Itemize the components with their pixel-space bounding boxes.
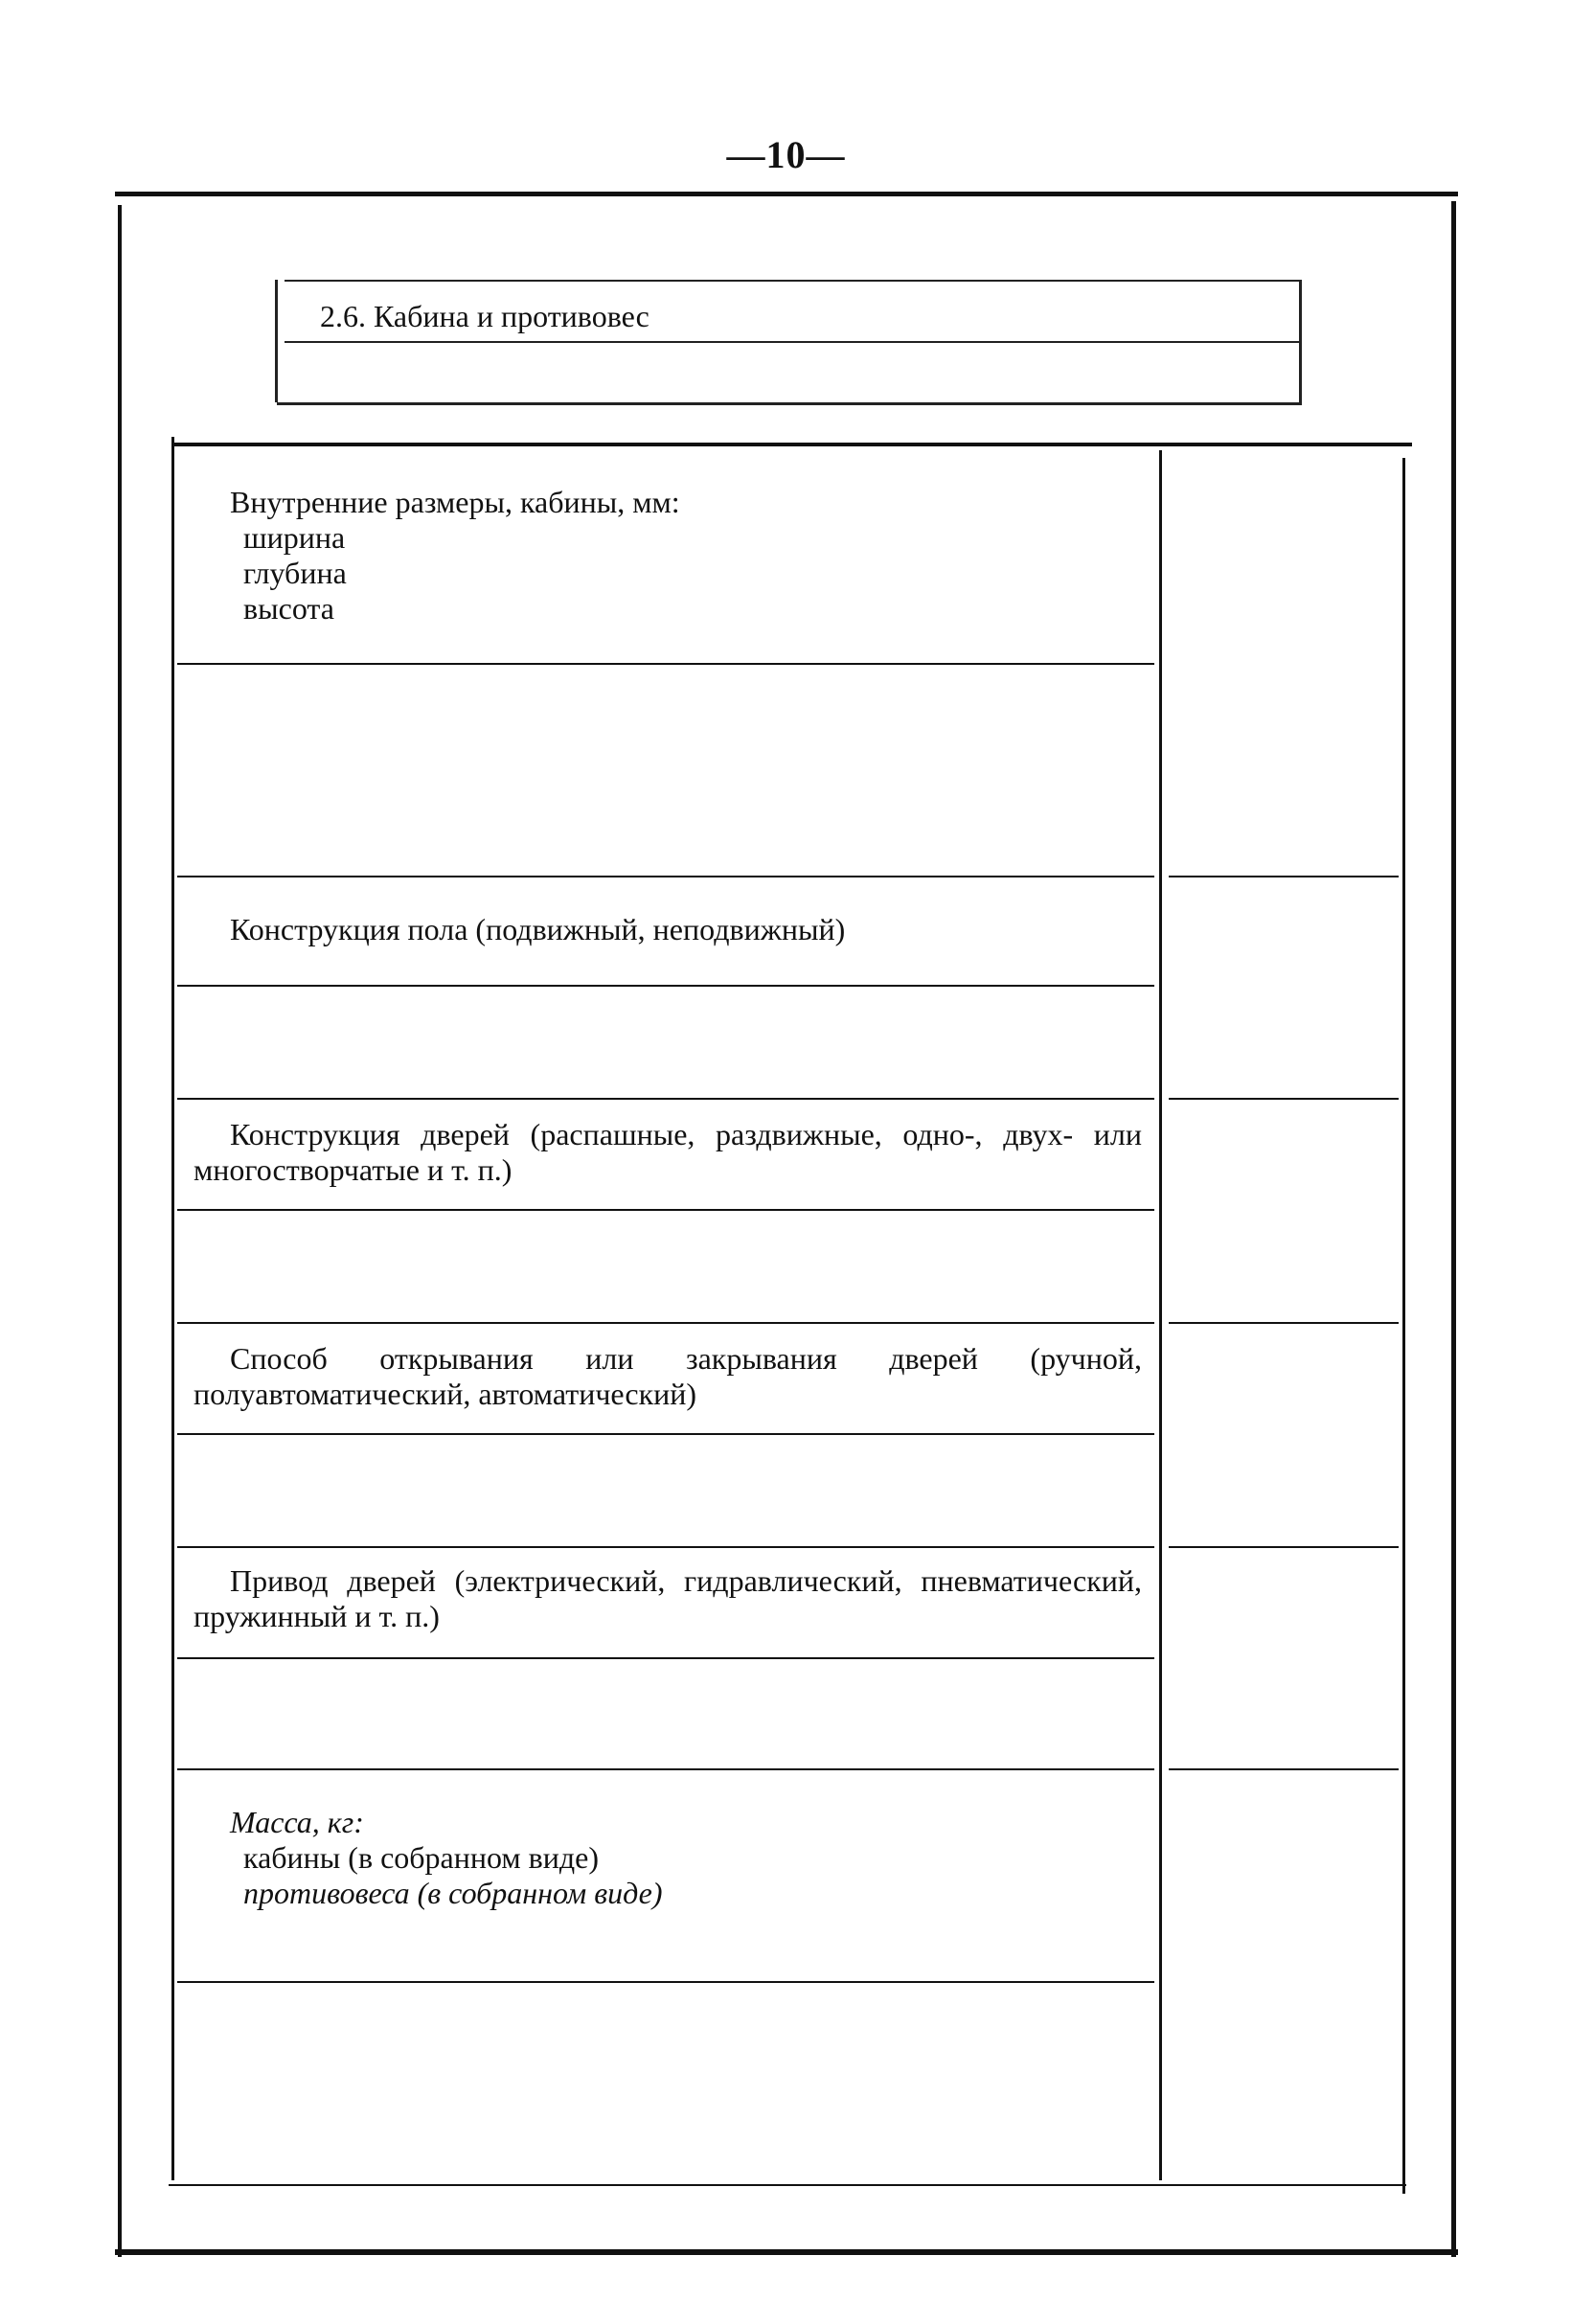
row-door-construction	[194, 1117, 1142, 1188]
header-box-top	[285, 280, 1302, 282]
row-rule	[177, 1546, 1154, 1548]
value-column-rule	[1169, 1098, 1399, 1100]
row-sub-item: противовеса (в собранном виде)	[243, 1876, 663, 1910]
row-label: Конструкция дверей (распашные, раздвижные, одно-, двух- или многостворчатые и т. п.)	[194, 1117, 1142, 1187]
table-right-border	[1402, 458, 1405, 2194]
answer-field[interactable]	[177, 1661, 1154, 1766]
row-sub-item: ширина	[243, 520, 346, 555]
frame-top-border	[115, 192, 1458, 196]
row-rule	[177, 1098, 1154, 1100]
header-box-bottom	[277, 402, 1302, 405]
row-rule	[177, 663, 1154, 665]
row-label: Внутренние размеры, кабины, мм:	[230, 485, 680, 519]
answer-field[interactable]	[177, 1213, 1154, 1320]
row-rule	[177, 1209, 1154, 1211]
row-rule	[177, 1768, 1154, 1770]
row-sub-item: высота	[243, 591, 334, 626]
value-column-rule	[1169, 1322, 1399, 1324]
answer-field[interactable]	[177, 1437, 1154, 1544]
value-cell[interactable]	[1165, 452, 1399, 874]
frame-right-border	[1451, 201, 1456, 2257]
row-rule	[177, 985, 1154, 987]
value-cell[interactable]	[1165, 1772, 1399, 2180]
row-rule	[177, 1981, 1154, 1983]
header-box-left	[275, 280, 278, 402]
frame-left-border	[118, 205, 122, 2257]
row-label: Привод дверей (электрический, гидравлический, пневматический, пружинный и т. п.)	[194, 1563, 1142, 1633]
row-rule	[177, 1322, 1154, 1324]
table-column-divider	[1159, 450, 1162, 2180]
row-floor-construction	[194, 912, 1142, 947]
row-sub-item: глубина	[243, 556, 347, 590]
row-cabin-dimensions	[194, 485, 1142, 627]
row-door-opening-method	[194, 1341, 1142, 1412]
row-rule	[177, 1433, 1154, 1435]
header-box-right	[1299, 280, 1302, 402]
table-top-border	[174, 443, 1412, 446]
row-mass	[194, 1805, 1142, 1911]
value-column-rule	[1169, 876, 1399, 877]
row-door-drive	[194, 1563, 1142, 1634]
header-blank-field[interactable]	[285, 345, 1296, 400]
value-cell[interactable]	[1165, 1102, 1399, 1320]
answer-field[interactable]	[177, 667, 1154, 876]
value-cell[interactable]	[1165, 879, 1399, 1096]
value-column-rule	[1169, 1768, 1399, 1770]
frame-bottom-border	[115, 2249, 1458, 2255]
table-bottom-border	[169, 2184, 1406, 2186]
row-rule	[177, 876, 1154, 877]
answer-field[interactable]	[177, 1985, 1154, 2180]
row-sub-item: кабины (в собранном виде)	[243, 1840, 600, 1875]
row-label: Масса, кг:	[230, 1805, 364, 1839]
table-left-border	[171, 437, 174, 2180]
value-cell[interactable]	[1165, 1326, 1399, 1544]
row-rule	[177, 1657, 1154, 1659]
header-box-divider	[285, 341, 1302, 343]
row-label: Конструкция пола (подвижный, неподвижный)	[230, 912, 846, 946]
section-title: 2.6. Кабина и противовес	[320, 299, 649, 333]
value-column-rule	[1169, 1546, 1399, 1548]
row-label: Способ открывания или закрывания дверей (ручной, полуавтоматический, автоматический)	[194, 1341, 1142, 1411]
page-number: —10—	[726, 133, 846, 176]
value-cell[interactable]	[1165, 1550, 1399, 1766]
answer-field[interactable]	[177, 989, 1154, 1096]
